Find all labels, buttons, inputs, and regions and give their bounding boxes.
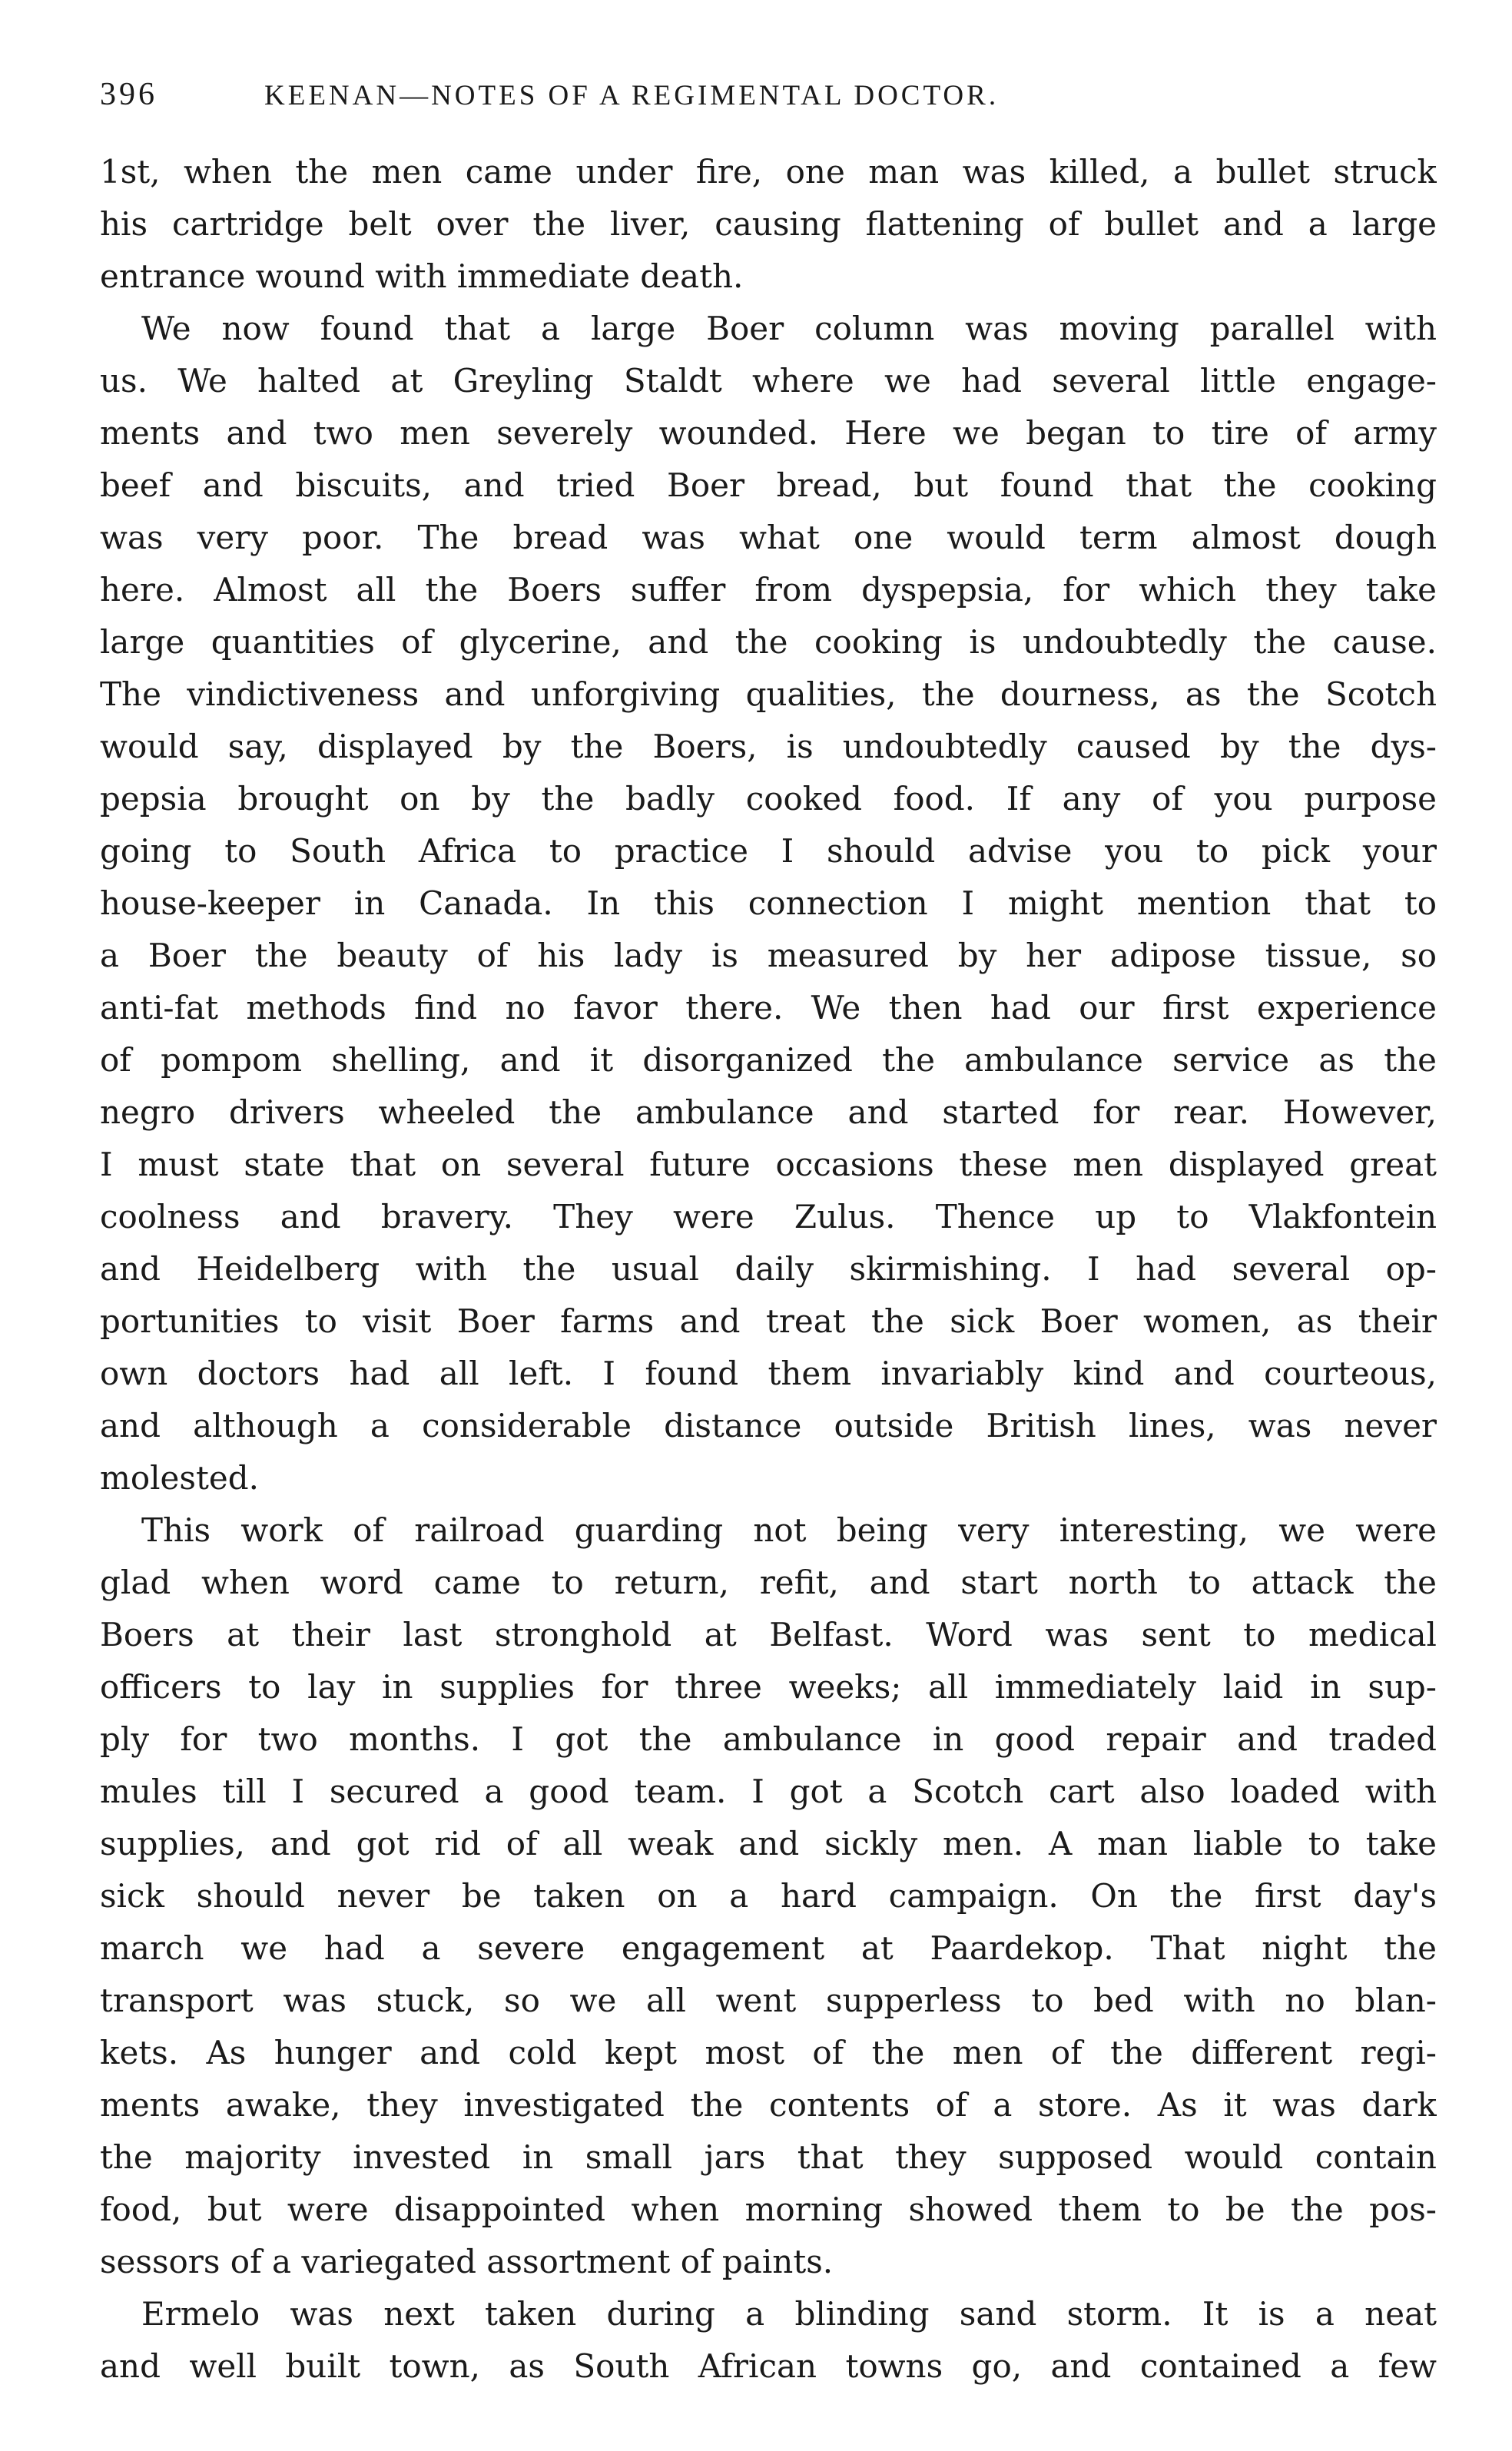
text-line: ply for two months. I got the ambulance in good repair and traded <box>100 1720 1437 1758</box>
text-line: sessors of a variegated assortment of paints. <box>100 2243 834 2280</box>
text-line: and although a considerable distance outside British lines, was never <box>100 1407 1437 1444</box>
text-line: food, but were disappointed when morning showed them to be the pos- <box>100 2191 1437 2228</box>
text-line: transport was stuck, so we all went supperless to bed with no blan- <box>100 1982 1437 2019</box>
text-line: The vindictiveness and unforgiving qualities, the dourness, as the Scotch <box>100 675 1437 713</box>
text-line: sick should never be taken on a hard campaign. On the first day's <box>100 1877 1437 1915</box>
running-head <box>100 74 1437 115</box>
text-line: large quantities of glycerine, and the cooking is undoubtedly the cause. <box>100 623 1437 661</box>
text-line: ments and two men severely wounded. Here we began to tire of army <box>100 414 1437 452</box>
text-line: a Boer the beauty of his lady is measured by her adipose tissue, so <box>100 937 1437 974</box>
text-line: kets. As hunger and cold kept most of the men of the different regi- <box>100 2034 1437 2071</box>
text-line: of pompom shelling, and it disorganized the ambulance service as the <box>100 1041 1437 1079</box>
text-line: and well built town, as South African towns go, and contained a few <box>100 2347 1437 2385</box>
text-line: beef and biscuits, and tried Boer bread, but found that the cooking <box>100 466 1437 504</box>
body-text <box>100 146 1437 2393</box>
text-line: anti-fat methods find no favor there. We then had our first experience <box>100 989 1437 1027</box>
text-line: This work of railroad guarding not being very interesting, we were <box>141 1511 1437 1549</box>
text-line: own doctors had all left. I found them invariably kind and courteous, <box>100 1355 1437 1392</box>
text-line: the majority invested in small jars that they supposed would contain <box>100 2138 1437 2176</box>
text-line: glad when word came to return, refit, and start north to attack the <box>100 1564 1437 1601</box>
text-line: Ermelo was next taken during a blinding sand storm. It is a neat <box>141 2295 1437 2333</box>
text-line: coolness and bravery. They were Zulus. Thence up to Vlakfontein <box>100 1198 1437 1235</box>
text-line: Boers at their last stronghold at Belfast. Word was sent to medical <box>100 1616 1437 1653</box>
text-line: march we had a severe engagement at Paardekop. That night the <box>100 1929 1437 1967</box>
text-line: and Heidelberg with the usual daily skirmishing. I had several op- <box>100 1250 1437 1288</box>
text-line: here. Almost all the Boers suffer from dyspepsia, for which they take <box>100 571 1437 609</box>
text-line: portunities to visit Boer farms and treat the sick Boer women, as their <box>100 1302 1437 1340</box>
running-head-title: KEENAN—NOTES OF A REGIMENTAL DOCTOR. <box>264 80 1000 111</box>
text-line: 1st, when the men came under fire, one man was killed, a bullet struck <box>100 153 1437 191</box>
text-line: molested. <box>100 1459 259 1497</box>
text-line: entrance wound with immediate death. <box>100 257 744 295</box>
text-line: pepsia brought on by the badly cooked food. If any of you purpose <box>100 780 1437 818</box>
text-line: We now found that a large Boer column was moving parallel with <box>141 310 1437 347</box>
text-line: house-keeper in Canada. In this connection I might mention that to <box>100 884 1437 922</box>
text-line: negro drivers wheeled the ambulance and started for rear. However, <box>100 1093 1437 1131</box>
page-number: 396 <box>100 77 158 112</box>
text-line: I must state that on several future occasions these men displayed great <box>100 1146 1437 1183</box>
document-page <box>100 74 1437 2393</box>
text-line: mules till I secured a good team. I got a Scotch cart also loaded with <box>100 1773 1437 1810</box>
text-line: supplies, and got rid of all weak and sickly men. A man liable to take <box>100 1825 1437 1862</box>
text-line: us. We halted at Greyling Staldt where we had several little engage- <box>100 362 1437 400</box>
text-line: would say, displayed by the Boers, is undoubtedly caused by the dys- <box>100 728 1437 765</box>
text-line: going to South Africa to practice I should advise you to pick your <box>100 832 1437 870</box>
text-line: officers to lay in supplies for three weeks; all immediately laid in sup- <box>100 1668 1437 1706</box>
text-line: was very poor. The bread was what one would term almost dough <box>100 519 1437 556</box>
text-line: ments awake, they investigated the contents of a store. As it was dark <box>100 2086 1437 2124</box>
text-line: his cartridge belt over the liver, causing flattening of bullet and a large <box>100 205 1437 243</box>
